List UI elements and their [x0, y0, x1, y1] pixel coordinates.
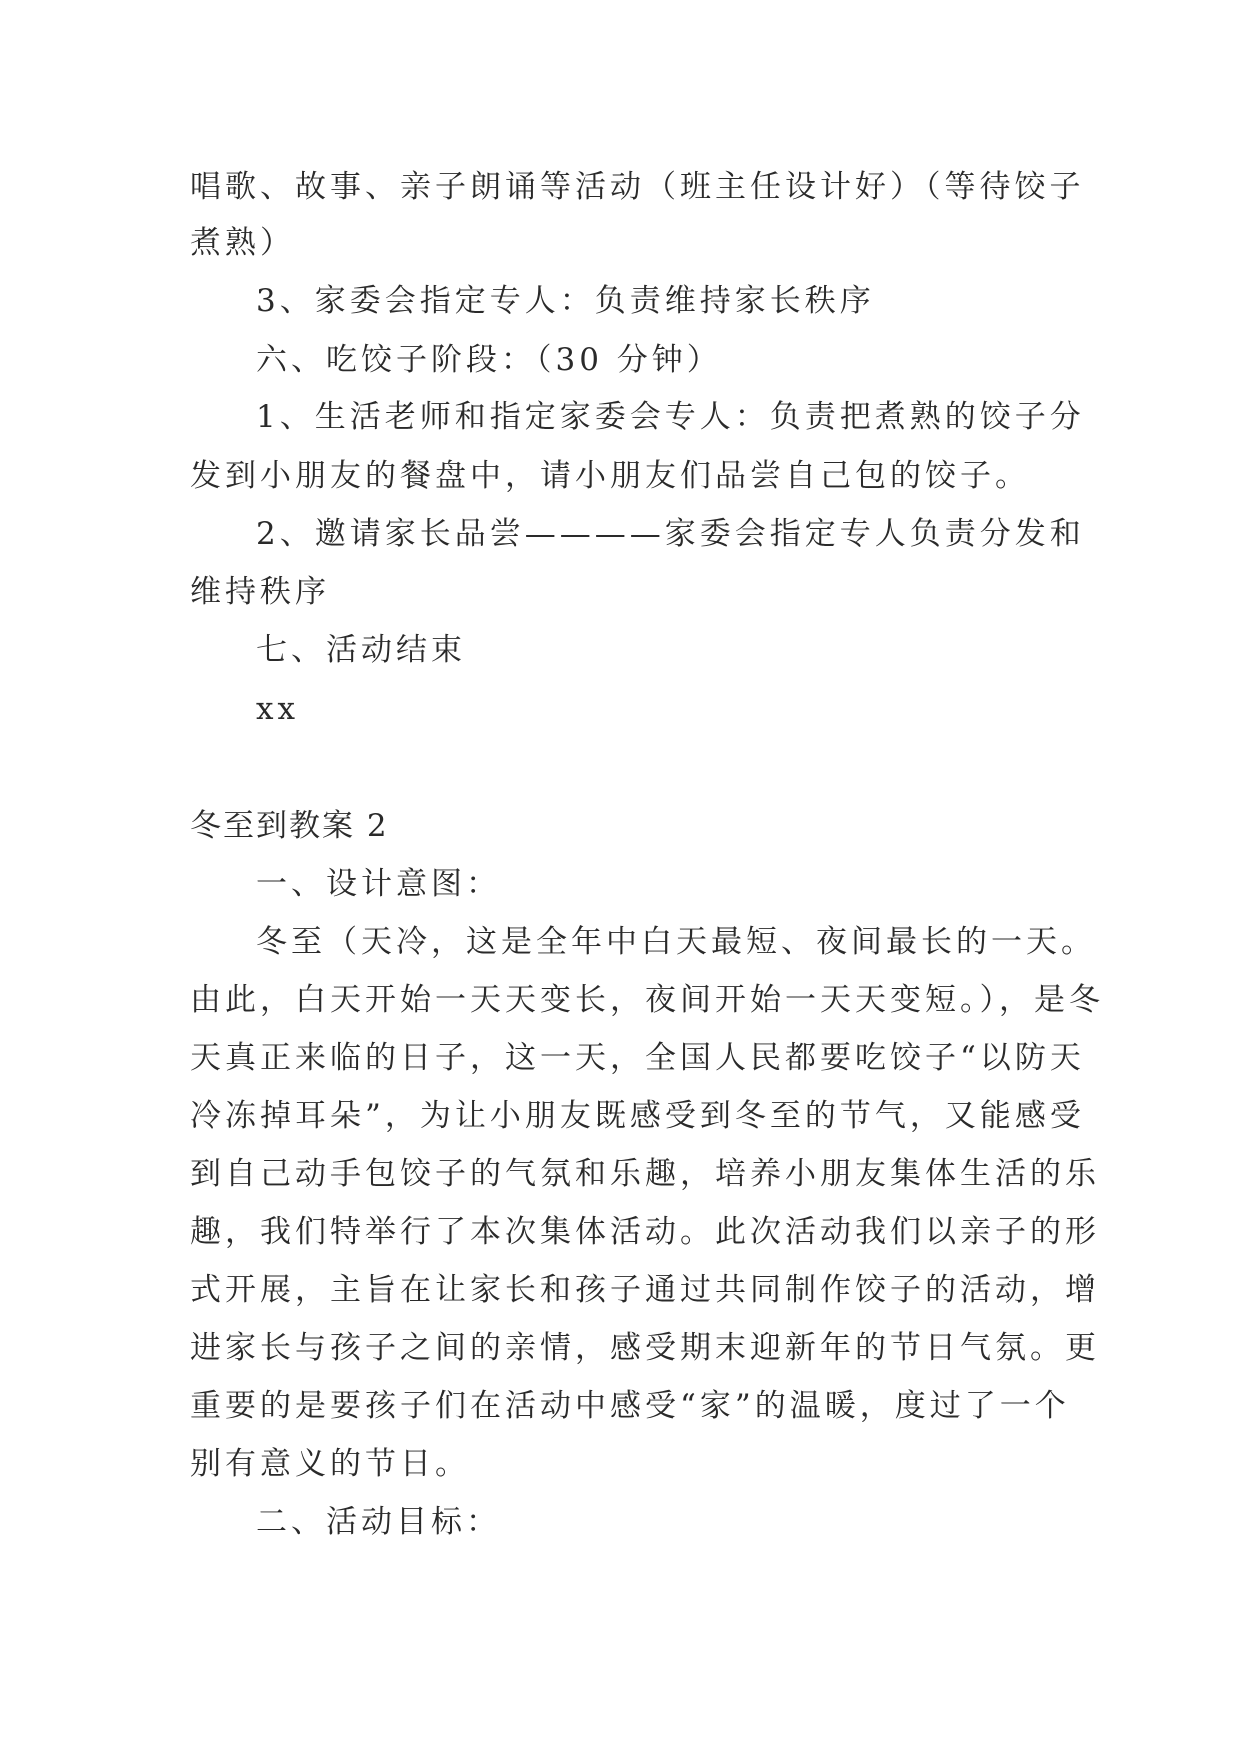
- list-item: 3、家委会指定专人：负责维持家长秩序: [256, 283, 875, 319]
- text-line: 维持秩序: [190, 574, 330, 610]
- paragraph-line: 重要的是要孩子们在活动中感受“家”的温暖，度过了一个: [190, 1388, 1070, 1424]
- paragraph-line: 由此，白天开始一天天变长，夜间开始一天天变短。），是冬: [190, 982, 1104, 1018]
- paragraph-line: 天真正来临的日子，这一天，全国人民都要吃饺子“以防天: [190, 1040, 1085, 1076]
- paragraph-line: 式开展，主旨在让家长和孩子通过共同制作饺子的活动，增: [190, 1272, 1100, 1308]
- text-line: 煮熟）: [190, 225, 295, 261]
- list-item: 1、生活老师和指定家委会专人：负责把煮熟的饺子分: [256, 399, 1085, 435]
- paragraph-line: 别有意义的节日。: [190, 1446, 470, 1482]
- section-heading: 七、活动结束: [256, 632, 466, 668]
- text-line: 发到小朋友的餐盘中，请小朋友们品尝自己包的饺子。: [190, 458, 1030, 494]
- signature-text: xx: [256, 691, 299, 727]
- paragraph-line: 进家长与孩子之间的亲情，感受期末迎新年的节日气氛。更: [190, 1330, 1100, 1366]
- section-heading: 六、吃饺子阶段：（30 分钟）: [256, 342, 722, 378]
- list-item: 2、邀请家长品尝————家委会指定专人负责分发和: [256, 516, 1085, 552]
- paragraph-line: 冷冻掉耳朵”，为让小朋友既感受到冬至的节气，又能感受: [190, 1098, 1085, 1134]
- paragraph-line: 冬至（天冷，这是全年中白天最短、夜间最长的一天。: [256, 924, 1096, 960]
- paragraph-line: 到自己动手包饺子的气氛和乐趣，培养小朋友集体生活的乐: [190, 1156, 1100, 1192]
- section-heading: 一、设计意图：: [256, 866, 501, 902]
- text-line: 唱歌、故事、亲子朗诵等活动（班主任设计好）（等待饺子: [190, 169, 1085, 205]
- document-title: 冬至到教案 2: [190, 808, 389, 844]
- paragraph-line: 趣，我们特举行了本次集体活动。此次活动我们以亲子的形: [190, 1214, 1100, 1250]
- section-heading: 二、活动目标：: [256, 1504, 501, 1540]
